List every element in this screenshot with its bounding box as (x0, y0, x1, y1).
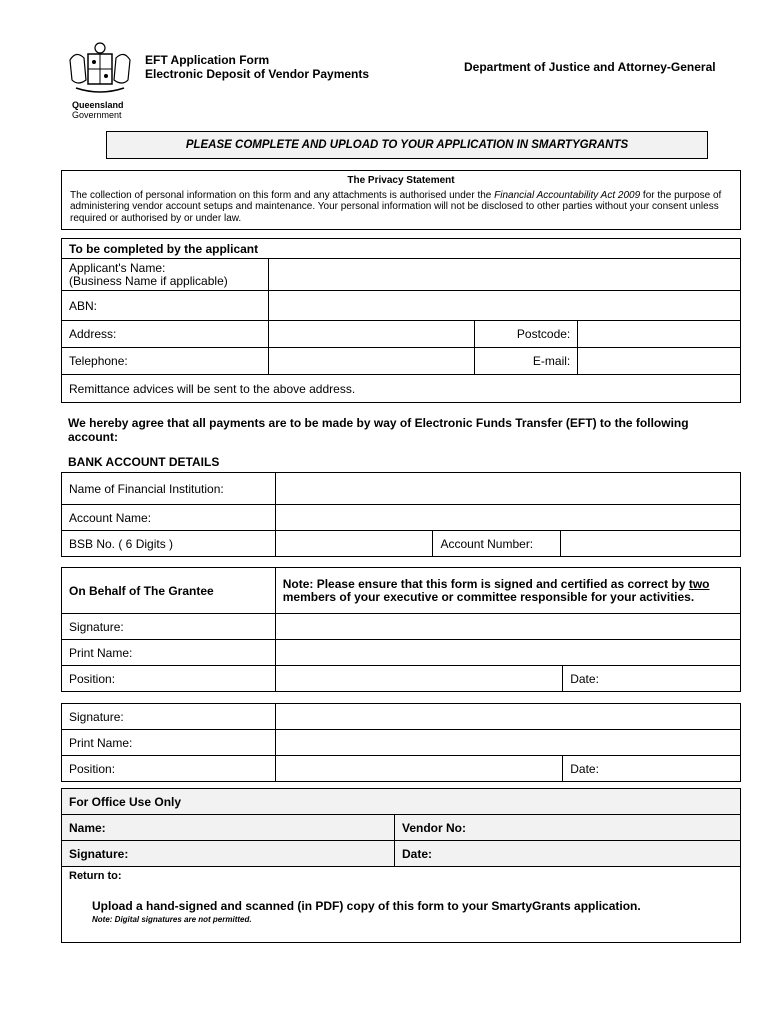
bsb-field[interactable] (275, 531, 433, 557)
institution-label: Name of Financial Institution: (62, 473, 276, 505)
digital-signature-note: Note: Digital signatures are not permitted. (92, 915, 252, 924)
bank-details-title: BANK ACCOUNT DETAILS (68, 455, 220, 469)
office-vendor-label: Vendor No: (402, 820, 467, 835)
second-signatory-table (61, 703, 741, 782)
note-two: two (688, 576, 710, 591)
grantee-note (275, 568, 740, 614)
upload-banner: PLEASE COMPLETE AND UPLOAD TO YOUR APPLICATION IN SMARTYGRANTS (106, 131, 708, 159)
account-name-label: Account Name: (62, 505, 276, 531)
applicant-name-text: Applicant's Name: (69, 260, 166, 275)
note-before: Note: Please ensure that this form is signed and certified as correct by (282, 576, 689, 591)
gov-name: Queensland (72, 100, 124, 110)
address-label: Address: (62, 321, 269, 348)
signature-field-1[interactable] (275, 614, 740, 640)
form-title-block (145, 53, 369, 81)
privacy-text (70, 190, 732, 225)
abn-label: ABN: (62, 291, 269, 321)
note-after: members of your executive or committee responsible for your activities. (282, 589, 695, 604)
grantee-table (61, 567, 741, 692)
applicant-name-field[interactable] (268, 259, 740, 291)
gov-sub: Government (72, 110, 122, 120)
office-signature-row (62, 841, 740, 867)
position-label-1: Position: (62, 666, 276, 692)
queensland-crest-logo (62, 40, 138, 120)
privacy-act: Financial Accountability Act 2009 (494, 189, 641, 201)
office-signature-label: Signature: (62, 841, 395, 866)
position-field-2[interactable] (275, 756, 563, 782)
eft-agreement: We hereby agree that all payments are to be made by way of Electronic Funds Transfer (EFT) to the following account: (68, 416, 689, 444)
account-number-field[interactable] (561, 531, 741, 557)
print-name-label-2: Print Name: (62, 730, 276, 756)
applicant-table (61, 238, 741, 403)
office-heading: For Office Use Only (69, 794, 182, 809)
document-header (0, 0, 770, 130)
applicant-heading: To be completed by the applicant (62, 239, 741, 259)
form-subtitle: Electronic Deposit of Vendor Payments (145, 67, 370, 81)
address-field[interactable] (268, 321, 475, 348)
account-number-label: Account Number: (433, 531, 561, 557)
date-label-2: Date: (570, 761, 599, 776)
remittance-note: Remittance advices will be sent to the above address. (62, 375, 741, 403)
office-heading-row (62, 789, 740, 815)
telephone-label: Telephone: (62, 348, 269, 375)
print-name-field-2[interactable] (275, 730, 740, 756)
office-name-row (62, 815, 740, 841)
privacy-text-after: for the purpose of administering vendor account setups and maintenance. Your personal information will not be disclosed to other parties without your consent unless required or authorised by or under law. (70, 189, 722, 224)
print-name-label-1: Print Name: (62, 640, 276, 666)
form-title: EFT Application Form (145, 53, 270, 67)
privacy-statement (61, 170, 741, 230)
bank-table (61, 472, 741, 557)
signature-label-2: Signature: (62, 704, 276, 730)
upload-instruction: Upload a hand-signed and scanned (in PDF) copy of this form to your SmartyGrants application. (92, 899, 641, 913)
postcode-field[interactable] (578, 321, 741, 348)
account-name-field[interactable] (275, 505, 740, 531)
telephone-field[interactable] (268, 348, 475, 375)
print-name-field-1[interactable] (275, 640, 740, 666)
office-date-label: Date: (402, 846, 433, 861)
date-field-1[interactable] (563, 666, 741, 692)
department-name: Department of Justice and Attorney-General (464, 60, 716, 74)
return-to-label: Return to: (69, 870, 122, 882)
date-label-1: Date: (570, 671, 599, 686)
privacy-title: The Privacy Statement (347, 175, 455, 186)
office-name-label: Name: (62, 815, 395, 840)
postcode-label: Postcode: (475, 321, 578, 348)
grantee-heading: On Behalf of The Grantee (62, 568, 276, 614)
applicant-name-sub: (Business Name if applicable) (69, 273, 228, 288)
date-field-2[interactable] (563, 756, 741, 782)
position-field-1[interactable] (275, 666, 563, 692)
signature-field-2[interactable] (275, 704, 740, 730)
email-label: E-mail: (475, 348, 578, 375)
bsb-label: BSB No. ( 6 Digits ) (62, 531, 276, 557)
privacy-text-before: The collection of personal information on this form and any attachments is authorised under the (70, 189, 495, 201)
institution-field[interactable] (275, 473, 740, 505)
position-label-2: Position: (62, 756, 276, 782)
abn-field[interactable] (268, 291, 740, 321)
email-field[interactable] (578, 348, 741, 375)
applicant-name-label (62, 259, 269, 291)
coat-of-arms-icon (62, 40, 138, 102)
office-use-section (61, 788, 741, 943)
signature-label-1: Signature: (62, 614, 276, 640)
